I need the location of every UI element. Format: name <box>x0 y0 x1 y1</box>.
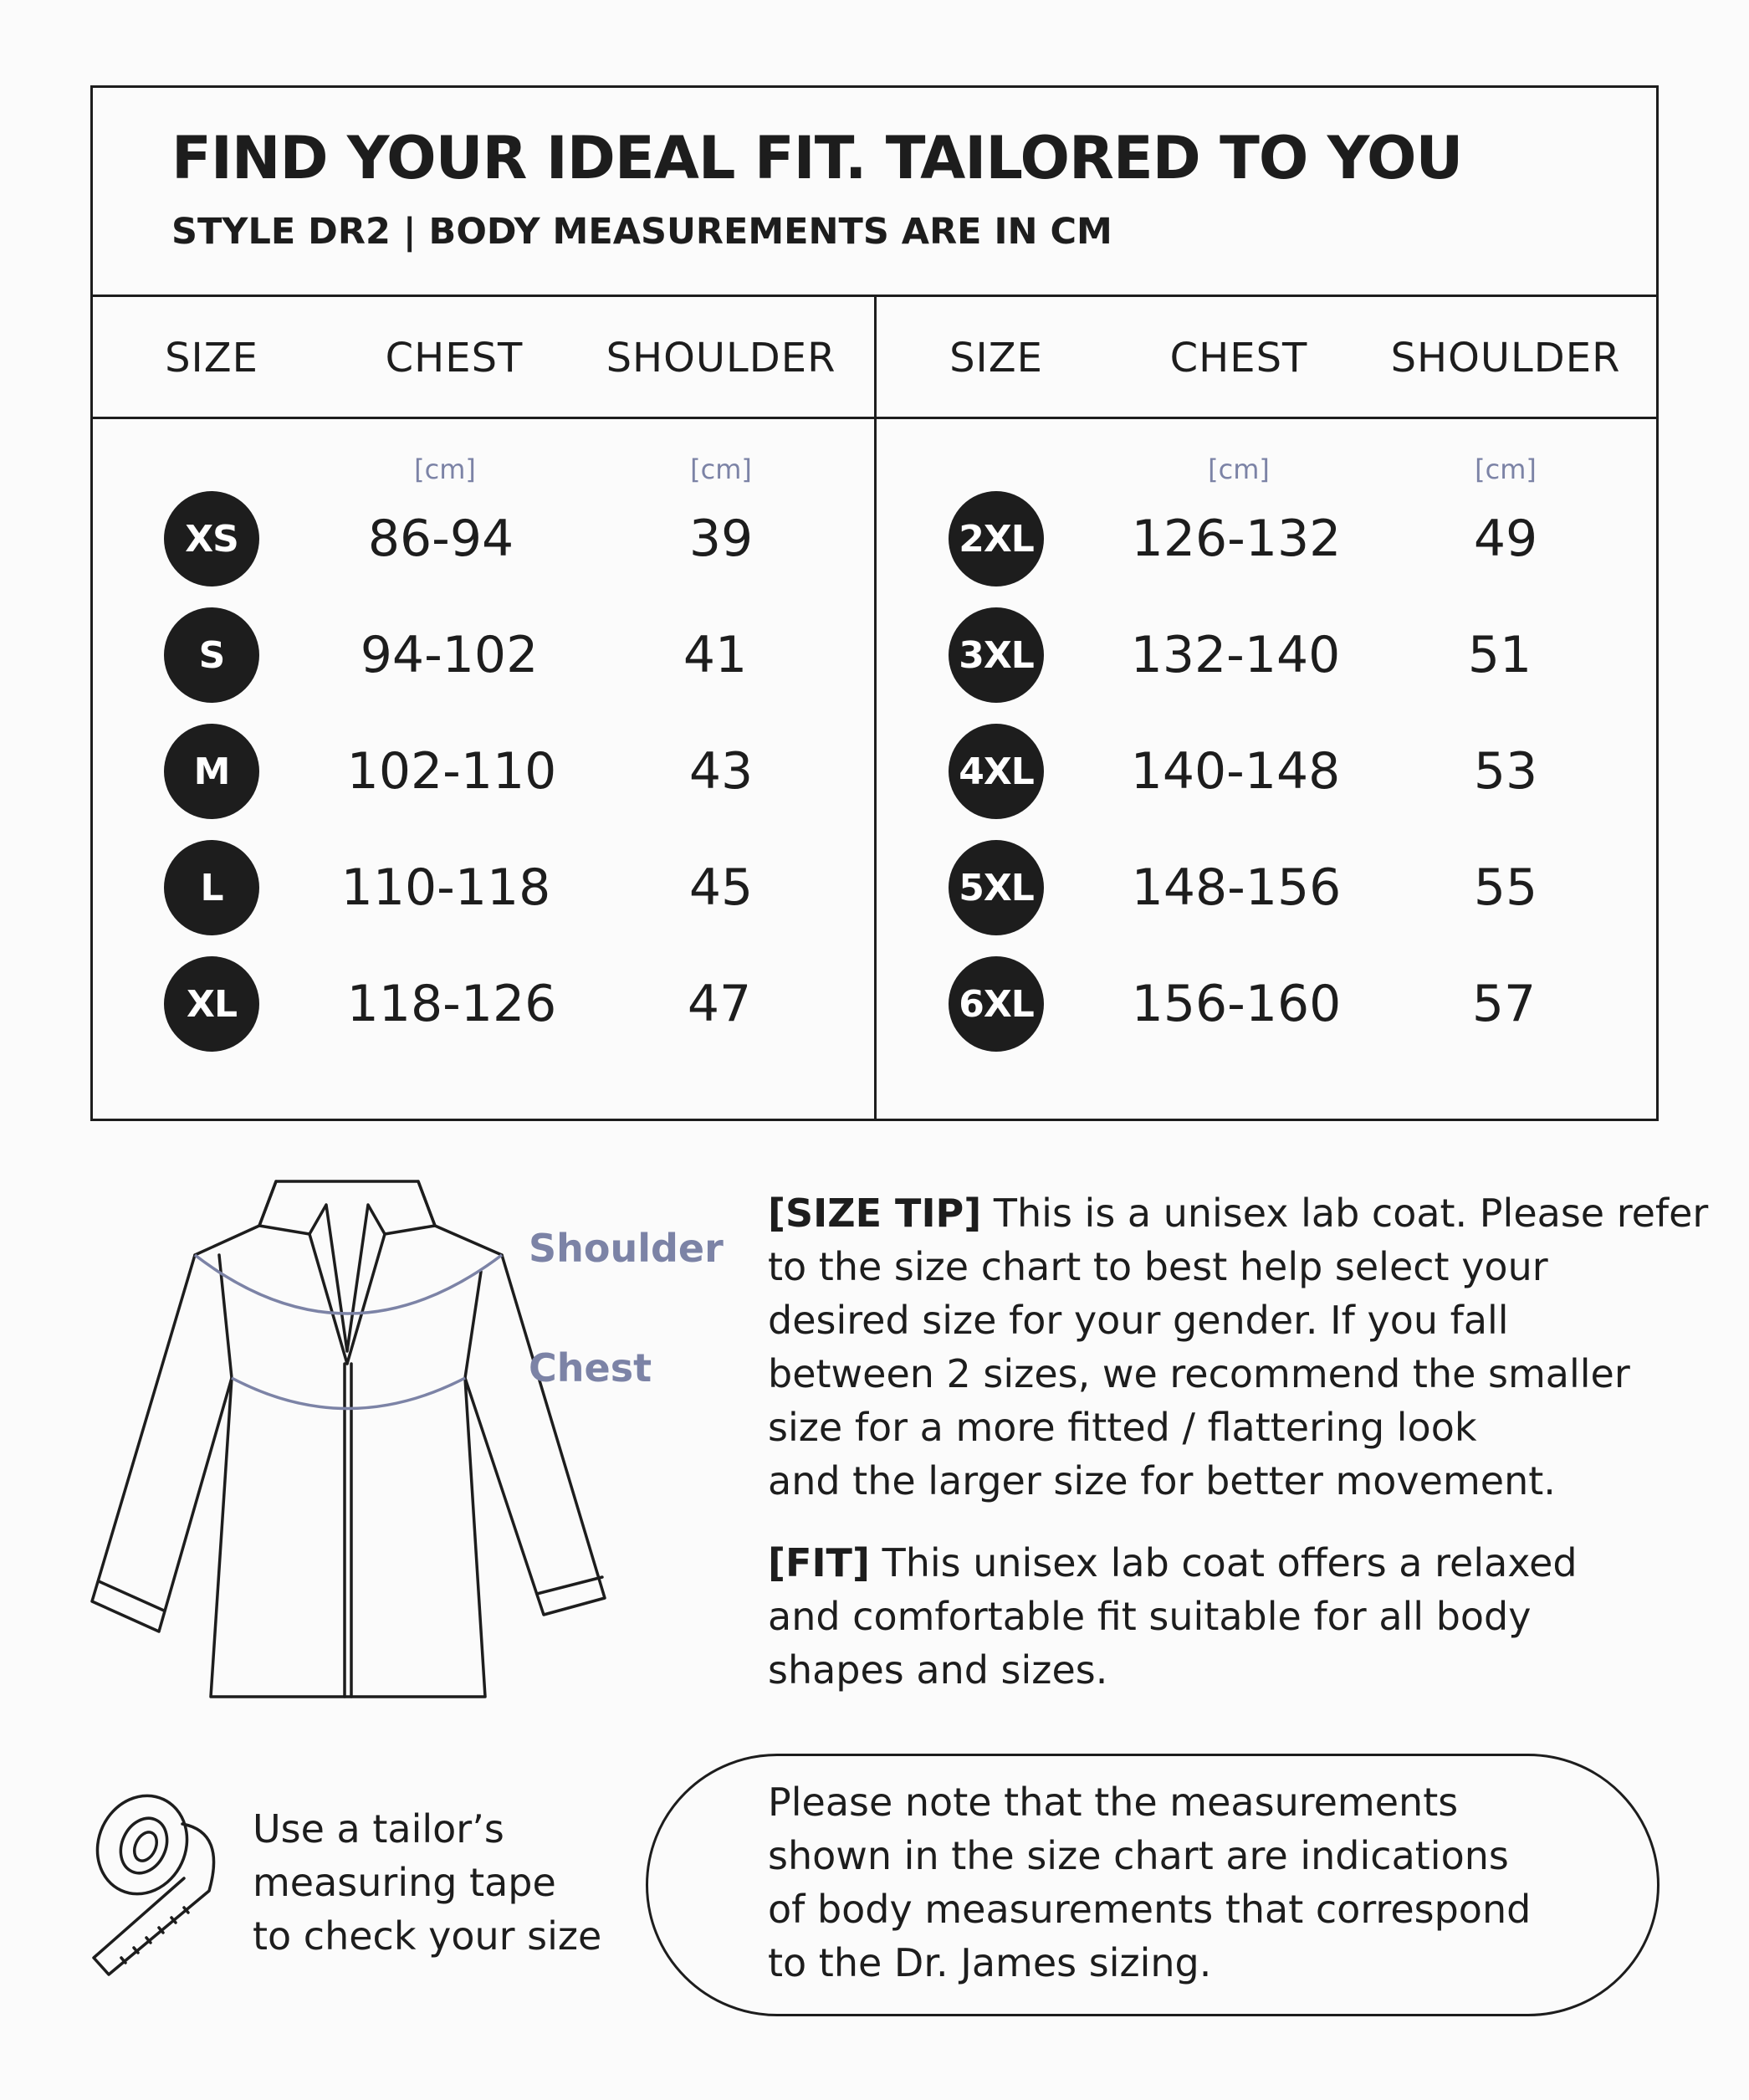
chest-value: 132-140 <box>1130 626 1341 684</box>
chest-label: Chest <box>529 1345 652 1391</box>
size-badge: 4XL <box>949 724 1044 819</box>
shoulder-value: 55 <box>1473 858 1538 917</box>
fit-line: shapes and sizes. <box>768 1647 1108 1693</box>
chest-value: 156-160 <box>1131 975 1342 1033</box>
col-header-shoulder-right: SHOULDER <box>1390 335 1621 382</box>
size-badge: XS <box>164 491 259 586</box>
size-badge: L <box>164 840 259 935</box>
chest-value: 94-102 <box>360 626 539 684</box>
size-tip-tag: [SIZE TIP] <box>768 1191 982 1236</box>
fit-line: and comfortable fit suitable for all body <box>768 1594 1532 1639</box>
size-badge: 6XL <box>949 956 1044 1052</box>
shoulder-value: 43 <box>688 742 754 801</box>
shoulder-value: 57 <box>1471 975 1537 1033</box>
fit-line: This unisex lab coat offers a relaxed <box>869 1540 1578 1585</box>
shoulder-value: 49 <box>1473 510 1538 568</box>
size-tip-line: to the size chart to best help select your <box>768 1244 1548 1289</box>
disclaimer-line: of body measurements that correspond <box>768 1887 1532 1932</box>
size-badge: XL <box>164 956 259 1052</box>
tape-note-line: to check your size <box>253 1913 602 1959</box>
chest-value: 102-110 <box>346 742 557 801</box>
fit-tag: [FIT] <box>768 1540 870 1585</box>
disclaimer-line: to the Dr. James sizing. <box>768 1940 1212 1985</box>
shoulder-value: 51 <box>1467 626 1532 684</box>
size-tip-line: and the larger size for better movement. <box>768 1458 1556 1503</box>
disclaimer-line: shown in the size chart are indications <box>768 1833 1509 1878</box>
tape-note-line: Use a tailor’s <box>253 1806 504 1852</box>
disclaimer-text <box>768 1775 1531 1990</box>
col-header-size-left: SIZE <box>165 335 258 382</box>
shoulder-value: 47 <box>687 975 752 1033</box>
size-tip-paragraph <box>768 1186 1708 1508</box>
size-tip-line: This is a unisex lab coat. Please refer <box>981 1191 1709 1236</box>
fit-paragraph <box>768 1536 1578 1697</box>
size-badge: M <box>164 724 259 819</box>
disclaimer-line: Please note that the measurements <box>768 1780 1459 1825</box>
page-subtitle: STYLE DR2 | BODY MEASUREMENTS ARE IN CM <box>171 211 1112 253</box>
shoulder-value: 39 <box>688 510 754 568</box>
shoulder-label: Shoulder <box>529 1226 724 1271</box>
col-header-size-right: SIZE <box>949 335 1043 382</box>
size-badge: S <box>164 607 259 703</box>
size-tip-line: between 2 sizes, we recommend the smaller <box>768 1351 1630 1396</box>
measuring-tape-icon <box>84 1790 234 1991</box>
tape-note <box>253 1802 601 1963</box>
unit-shoulder-right: [cm] <box>1475 453 1537 485</box>
size-badge: 3XL <box>949 607 1044 703</box>
shoulder-value: 45 <box>688 858 754 917</box>
tape-note-line: measuring tape <box>253 1860 556 1905</box>
size-badge: 5XL <box>949 840 1044 935</box>
size-tip-line: size for a more fitted / flattering look <box>768 1405 1477 1450</box>
unit-shoulder-left: [cm] <box>690 453 752 485</box>
shoulder-value: 53 <box>1473 742 1538 801</box>
chest-value: 148-156 <box>1131 858 1342 917</box>
col-header-chest-right: CHEST <box>1169 335 1308 382</box>
col-header-shoulder-left: SHOULDER <box>606 335 836 382</box>
chest-value: 126-132 <box>1131 510 1342 568</box>
table-center-divider <box>874 295 877 1121</box>
shoulder-value: 41 <box>683 626 748 684</box>
chest-value: 86-94 <box>367 510 514 568</box>
chest-value: 110-118 <box>340 858 551 917</box>
page-title: FIND YOUR IDEAL FIT. TAILORED TO YOU <box>171 124 1463 192</box>
size-tip-line: desired size for your gender. If you fall <box>768 1298 1509 1343</box>
chest-value: 140-148 <box>1130 742 1341 801</box>
unit-chest-left: [cm] <box>414 453 476 485</box>
col-header-chest-left: CHEST <box>385 335 524 382</box>
chest-value: 118-126 <box>346 975 557 1033</box>
unit-chest-right: [cm] <box>1208 453 1270 485</box>
size-badge: 2XL <box>949 491 1044 586</box>
